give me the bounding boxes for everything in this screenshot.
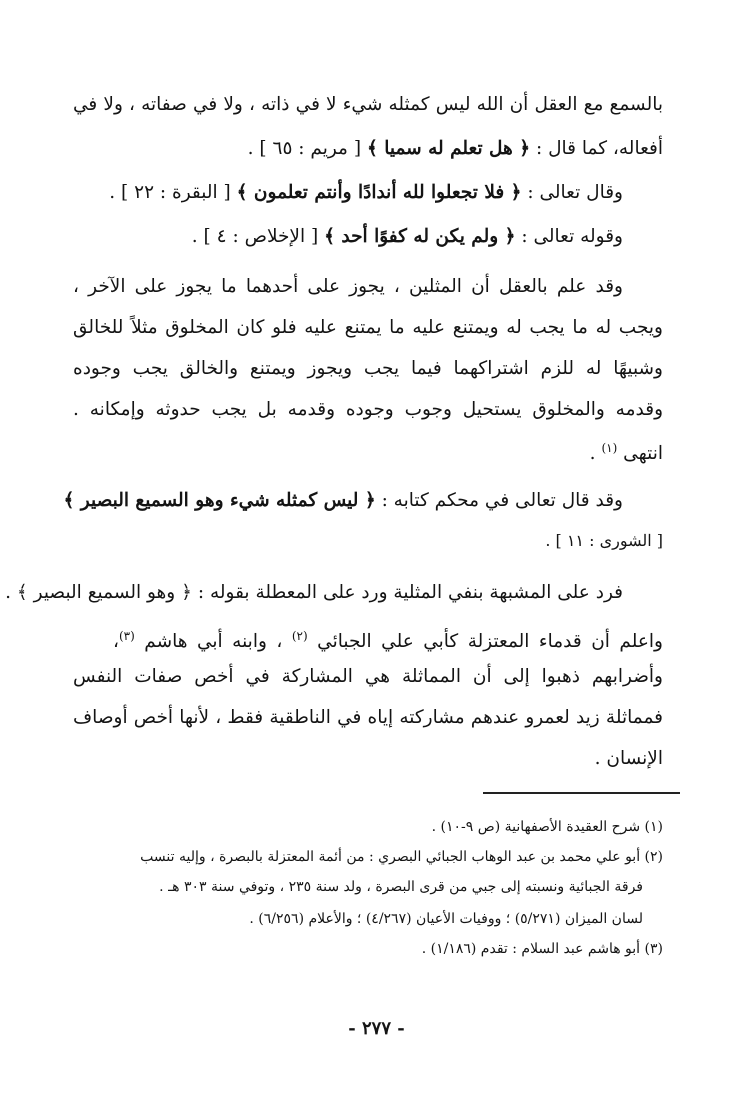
footnote-marker: (٣) xyxy=(118,629,135,643)
quran-quote: ﴿ ولم يكن له كفوًا أحد ﴾ xyxy=(324,226,516,247)
footnote-2-continued: فرقة الجبائية ونسبته إلى جبي من قرى البصرة ، ولد سنة ٢٣٥ ، وتوفي سنة ٣٠٣ هـ . xyxy=(159,879,643,895)
line-text: واعلم أن قدماء المعتزلة كأبي علي الجبائي xyxy=(317,631,663,653)
footnote-2-sources: لسان الميزان (٥/٢٧١) ؛ ووفيات الأعيان (٤/٢٦٧) ؛ والأعلام (٦/٢٥٦) . xyxy=(249,911,643,927)
footnote-2: (٢) أبو علي محمد بن عبد الوهاب الجبائي البصري : من أئمة المعتزلة بالبصرة ، وإليه تنسب xyxy=(140,849,663,865)
body-line-1: بالسمع مع العقل أن الله ليس كمثله شيء لا في ذاته ، ولا في صفاته ، ولا في xyxy=(73,94,663,115)
footnote-marker: (١) xyxy=(601,441,618,455)
footnote-1: (١) شرح العقيدة الأصفهانية (ص ٩-١٠) . xyxy=(431,819,663,835)
body-line-10 xyxy=(63,486,623,516)
footnote-separator xyxy=(483,792,680,794)
body-line-11: [ الشورى : ١١ ] . xyxy=(545,531,663,550)
line-text: أفعاله، كما قال : xyxy=(535,138,663,159)
body-line-6: ويجب له ما يجب له ويمتنع عليه ما يمتنع عليه فلو كان المخلوق مثلاً للخالق xyxy=(73,317,663,338)
line-text: فرد على المشبهة بنفي المثلية ورد على المعطلة بقوله : xyxy=(197,582,623,603)
footnote-3: (٣) أبو هاشم عبد السلام : تقدم (١/١٨٦) . xyxy=(421,941,663,957)
body-line-16: الإنسان . xyxy=(594,748,663,769)
body-line-2 xyxy=(103,134,663,164)
body-line-13 xyxy=(113,621,663,651)
quran-reference: [ مريم : ٦٥ ] . xyxy=(247,138,362,159)
quran-reference: [ الإخلاص : ٤ ] . xyxy=(191,226,319,247)
quran-reference: [ البقرة : ٢٢ ] . xyxy=(109,182,231,203)
line-text: ، وابنه أبي هاشم xyxy=(144,631,283,653)
body-line-12 xyxy=(5,578,623,608)
body-line-14: وأضرابهم ذهبوا إلى أن المماثلة هي المشاركة في أخص صفات النفس xyxy=(73,666,663,687)
body-line-9 xyxy=(73,433,663,463)
body-line-8: وقدمه والمخلوق يستحيل وجوب وجوده وقدمه بل يجب حدوثه وإمكانه . xyxy=(73,399,663,420)
line-end: ، xyxy=(113,631,119,653)
page-number: - ٢٧٧ - xyxy=(348,1018,405,1039)
quran-quote: ﴿ فلا تجعلوا لله أندادًا وأنتم تعلمون ﴾ xyxy=(236,182,522,203)
line-text: وقوله تعالى : xyxy=(521,226,623,247)
body-line-4 xyxy=(83,222,623,252)
line-text: وقد قال تعالى في محكم كتابه : xyxy=(381,490,623,511)
quran-quote: ﴿ ليس كمثله شيء وهو السميع البصير ﴾ xyxy=(63,490,376,511)
body-line-15: فمماثلة زيد لعمرو عندهم مشاركته إياه في الناطقية فقط ، لأنها أخص أوصاف xyxy=(73,707,663,728)
quran-quote: ﴿ وهو السميع البصير ﴾ . xyxy=(5,582,192,603)
quran-quote: ﴿ هل تعلم له سميا ﴾ xyxy=(366,138,531,159)
body-line-7: وشبيهًا له للزم اشتراكهما فيما يجب ويجوز ويمتنع والخالق يجب وجوده xyxy=(73,358,663,379)
line-text: انتهى xyxy=(623,443,663,465)
line-text: وقال تعالى : xyxy=(527,182,623,203)
footnote-marker: (٢) xyxy=(291,629,308,643)
line-end: . xyxy=(589,443,596,465)
body-line-5: وقد علم بالعقل أن المثلين ، يجوز على أحدهما ما يجوز على الآخر ، xyxy=(73,276,623,297)
body-line-3 xyxy=(83,178,623,208)
